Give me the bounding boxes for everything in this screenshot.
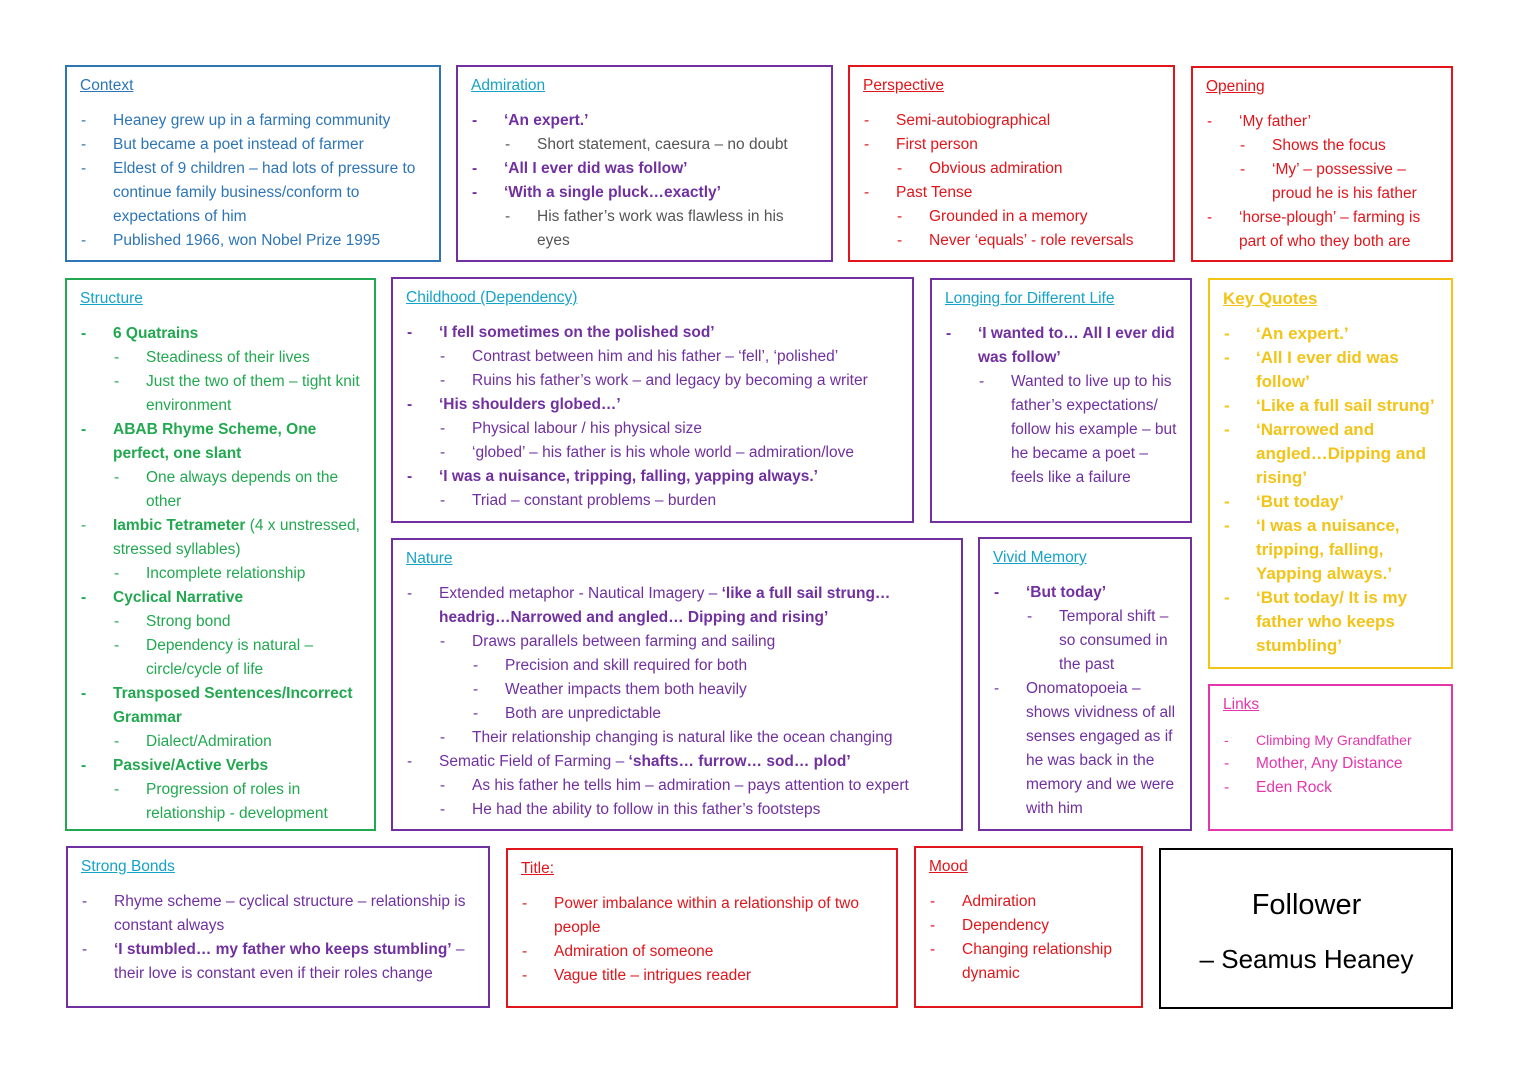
list-item: - ‘Narrowed and angled…Dipping and rising’ bbox=[1224, 420, 1426, 487]
strong-bonds-title: Strong Bonds bbox=[81, 858, 175, 875]
list-item: - ‘I was a nuisance, tripping, falling, yapping always.’ bbox=[407, 468, 818, 485]
mood-title: Mood bbox=[929, 858, 968, 875]
list-item: - ‘All I ever did was follow’ bbox=[472, 160, 688, 177]
context-list bbox=[80, 109, 427, 253]
list-item: - ‘But today/ It is my father who keeps stumbling’ bbox=[1224, 588, 1408, 655]
context-title: Context bbox=[80, 77, 134, 94]
list-item: - Dependency is natural – circle/cycle of life bbox=[114, 637, 314, 678]
list-item: - ‘All I ever did was follow’ bbox=[1224, 348, 1399, 391]
longing-box bbox=[930, 278, 1192, 523]
admiration-title: Admiration bbox=[471, 77, 546, 94]
list-item: - ‘I fell sometimes on the polished sod’ bbox=[407, 324, 715, 341]
list-item: - ‘I was a nuisance, tripping, falling, Yapping always.’ bbox=[1224, 516, 1400, 583]
list-item: - Power imbalance within a relationship of two people bbox=[522, 895, 859, 936]
context-box bbox=[65, 65, 441, 262]
opening-title: Opening bbox=[1206, 78, 1265, 95]
list-item: - Admiration bbox=[930, 893, 1037, 910]
admiration-box bbox=[456, 65, 833, 262]
list-item: - One always depends on the other bbox=[114, 469, 339, 510]
list-item: - Dialect/Admiration bbox=[114, 733, 272, 750]
list-item: - ‘An expert.’ bbox=[1224, 324, 1349, 343]
list-item: - But became a poet instead of farmer bbox=[81, 136, 364, 153]
list-item: - Eden Rock bbox=[1224, 779, 1332, 796]
list-item: - Grounded in a memory bbox=[897, 208, 1088, 225]
list-item: - Cyclical Narrative bbox=[81, 589, 244, 606]
list-item: - Just the two of them – tight knit environment bbox=[114, 373, 360, 414]
opening-box bbox=[1191, 66, 1453, 262]
childhood-title: Childhood (Dependency) bbox=[406, 289, 578, 306]
links-box bbox=[1208, 684, 1453, 831]
list-item: - ‘I stumbled… my father who keeps stumbling’ – their love is constant even if their roles change bbox=[82, 941, 465, 982]
poem-title-box bbox=[1159, 848, 1453, 1009]
list-item: - As his father he tells him – admiration – pays attention to expert bbox=[440, 777, 909, 794]
list-item: - ‘But today’ bbox=[1224, 492, 1344, 511]
list-item: - First person bbox=[864, 136, 978, 153]
childhood-box bbox=[391, 277, 914, 523]
title-notes-title: Title: bbox=[521, 860, 555, 877]
list-item: - Temporal shift – so consumed in the past bbox=[1027, 608, 1169, 673]
perspective-title: Perspective bbox=[863, 77, 944, 94]
list-item: - ‘But today’ bbox=[994, 584, 1107, 601]
nature-title: Nature bbox=[406, 550, 453, 567]
list-item: - Semi-autobiographical bbox=[864, 112, 1051, 129]
list-item: - Extended metaphor - Nautical Imagery – ‘like a full sail strung… headrig…Narrowed and angled… Dipping and rising’ bbox=[407, 585, 891, 626]
key-quotes-title: Key Quotes bbox=[1223, 289, 1318, 308]
vivid-memory-title: Vivid Memory bbox=[993, 549, 1087, 566]
list-item: - ‘An expert.’ bbox=[472, 112, 589, 129]
list-item: - ‘globed’ – his father is his whole world – admiration/love bbox=[440, 444, 854, 461]
list-item: - He had the ability to follow in this father’s footsteps bbox=[440, 801, 821, 818]
list-item: - ‘I wanted to… All I ever did was follow’ bbox=[946, 325, 1175, 366]
list-item: - His father’s work was flawless in his eyes bbox=[505, 208, 784, 249]
list-item: - Transposed Sentences/Incorrect Grammar bbox=[81, 685, 353, 726]
list-item: - Climbing My Grandfather bbox=[1224, 732, 1412, 748]
list-item: - Iambic Tetrameter (4 x unstressed, stressed syllables) bbox=[81, 517, 360, 558]
list-item: - Short statement, caesura – no doubt bbox=[505, 136, 788, 153]
nature-box bbox=[391, 538, 963, 831]
list-item: - Physical labour / his physical size bbox=[440, 420, 703, 437]
strong-bonds-box bbox=[66, 846, 490, 1008]
list-item: - Published 1966, won Nobel Prize 1995 bbox=[81, 232, 381, 249]
structure-title: Structure bbox=[80, 290, 143, 307]
list-item: - Past Tense bbox=[864, 184, 973, 201]
list-item: - Mother, Any Distance bbox=[1224, 755, 1403, 772]
list-item: - Steadiness of their lives bbox=[114, 349, 310, 366]
list-item: - Heaney grew up in a farming community bbox=[81, 112, 391, 129]
list-item: - Vague title – intrigues reader bbox=[522, 967, 752, 984]
list-item: - Rhyme scheme – cyclical structure – relationship is constant always bbox=[82, 893, 466, 934]
structure-box bbox=[65, 278, 376, 831]
list-item: - ABAB Rhyme Scheme, One perfect, one slant bbox=[81, 421, 317, 462]
list-item: - Sematic Field of Farming – ‘shafts… furrow… sod… plod’ bbox=[407, 753, 851, 770]
list-item: - Shows the focus bbox=[1240, 137, 1386, 154]
list-item: - ‘horse-plough’ – farming is part of who they both are bbox=[1207, 209, 1421, 250]
list-item: - Never ‘equals’ - role reversals bbox=[897, 232, 1134, 249]
list-item: - Strong bond bbox=[114, 613, 231, 630]
list-item: - Wanted to live up to his father’s expectations/ follow his example – but he became a poet – feels like a failure bbox=[979, 373, 1177, 486]
list-item: - ‘My’ – possessive – proud he is his father bbox=[1240, 161, 1417, 202]
list-item: - Contrast between him and his father – ‘fell’, ‘polished’ bbox=[440, 348, 839, 365]
key-quotes-box bbox=[1208, 278, 1453, 669]
vivid-memory-box bbox=[978, 537, 1192, 831]
list-item: - Their relationship changing is natural like the ocean changing bbox=[440, 729, 893, 746]
list-item: - Onomatopoeia – shows vividness of all senses engaged as if he was back in the memory and we were with him bbox=[994, 680, 1176, 817]
list-item: - ‘My father’ bbox=[1207, 113, 1312, 130]
list-item: - Incomplete relationship bbox=[114, 565, 306, 582]
list-item: - Eldest of 9 children – had lots of pressure to continue family business/conform to expectations of him bbox=[81, 160, 416, 225]
poem-name: Follower bbox=[1251, 889, 1362, 921]
list-item: - 6 Quatrains bbox=[81, 325, 199, 342]
list-item: - Both are unpredictable bbox=[473, 705, 661, 722]
list-item: - Progression of roles in relationship - development bbox=[114, 781, 328, 822]
title-notes-box bbox=[506, 848, 898, 1008]
mood-box bbox=[914, 846, 1143, 1008]
list-item: - Passive/Active Verbs bbox=[81, 757, 269, 774]
poem-author: – Seamus Heaney bbox=[1199, 944, 1414, 974]
longing-title: Longing for Different Life bbox=[945, 290, 1115, 307]
list-item: - ‘Like a full sail strung’ bbox=[1224, 396, 1435, 415]
list-item: - Changing relationship dynamic bbox=[930, 941, 1112, 982]
list-item: - Precision and skill required for both bbox=[473, 657, 748, 674]
perspective-box bbox=[848, 65, 1175, 262]
list-item: - ‘With a single pluck…exactly’ bbox=[472, 184, 721, 201]
links-title: Links bbox=[1223, 696, 1260, 713]
list-item: - Draws parallels between farming and sailing bbox=[440, 633, 776, 650]
list-item: - Obvious admiration bbox=[897, 160, 1063, 177]
list-item: - ‘His shoulders globed…’ bbox=[407, 396, 621, 413]
list-item: - Dependency bbox=[930, 917, 1050, 934]
list-item: - Ruins his father’s work – and legacy by becoming a writer bbox=[440, 372, 868, 389]
list-item: - Admiration of someone bbox=[522, 943, 714, 960]
list-item: - Triad – constant problems – burden bbox=[440, 492, 717, 509]
list-item: - Weather impacts them both heavily bbox=[473, 681, 747, 698]
